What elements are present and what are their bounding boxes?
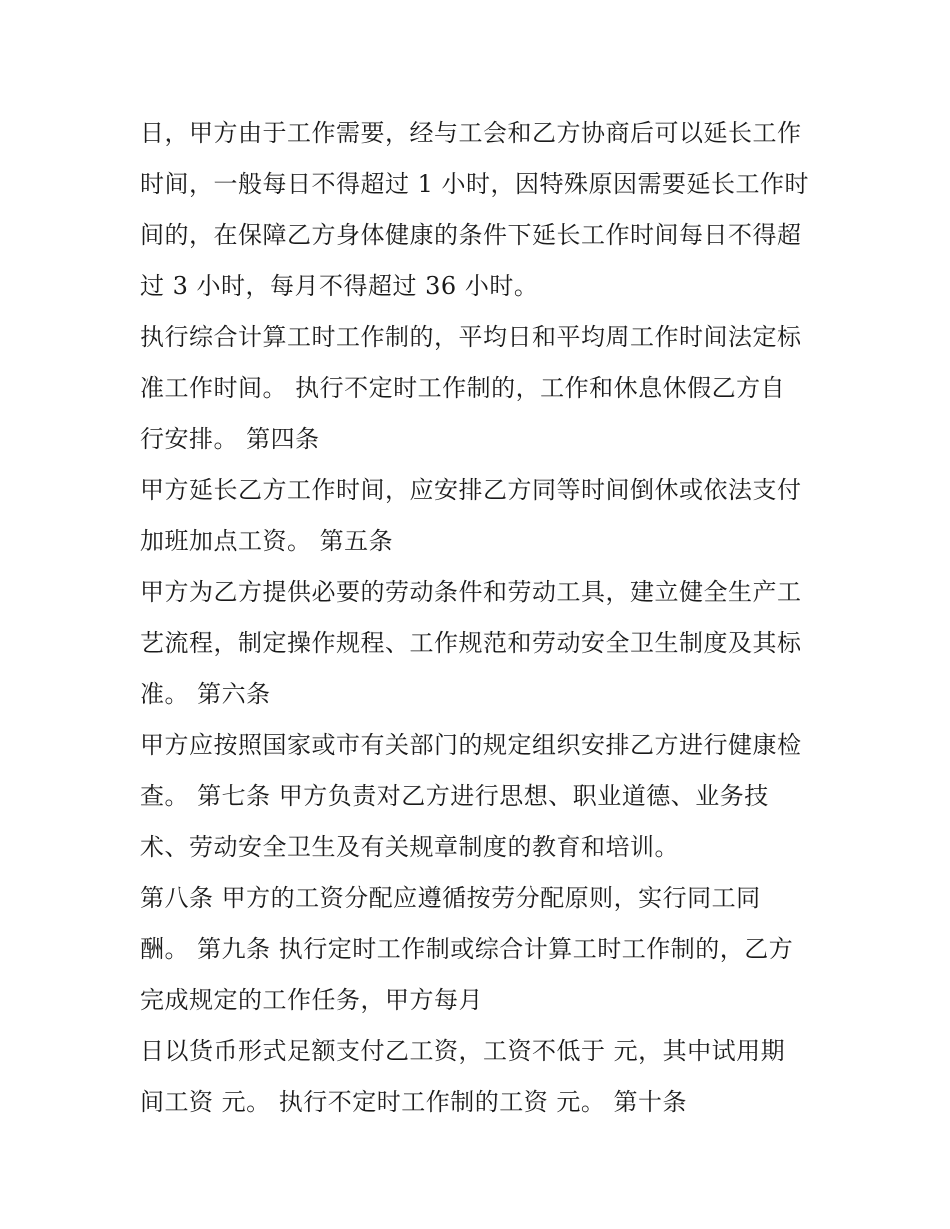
text-line: 日以货币形式足额支付乙工资，工资不低于 元，其中试用期 — [140, 1037, 786, 1065]
text-line: 第八条 甲方的工资分配应遵循按劳分配原则，实行同工同 — [140, 884, 761, 912]
text-line: 查。 第七条 甲方负责对乙方进行思想、职业道德、业务技 — [140, 782, 769, 810]
document-body — [140, 108, 840, 1128]
text-line: 行安排。 第四条 — [140, 425, 320, 453]
text-line: 过 3 小时，每月不得超过 36 小时。 — [140, 272, 539, 300]
text-line: 执行综合计算工时工作制的，平均日和平均周工作时间法定标 — [140, 323, 802, 351]
text-line: 酬。 第九条 执行定时工作制或综合计算工时工作制的，乙方 — [140, 935, 794, 963]
text-line: 准工作时间。 执行不定时工作制的，工作和休息休假乙方自 — [140, 374, 786, 402]
text-line: 加班加点工资。 第五条 — [140, 527, 394, 555]
text-line: 甲方应按照国家或市有关部门的规定组织安排乙方进行健康检 — [140, 731, 802, 759]
text-line: 术、劳动安全卫生及有关规章制度的教育和培训。 — [140, 833, 679, 861]
text-line: 间的，在保障乙方身体健康的条件下延长工作时间每日不得超 — [140, 221, 802, 249]
text-line: 艺流程，制定操作规程、工作规范和劳动安全卫生制度及其标 — [140, 629, 802, 657]
text-line: 甲方为乙方提供必要的劳动条件和劳动工具，建立健全生产工 — [140, 578, 802, 606]
text-line: 甲方延长乙方工作时间，应安排乙方同等时间倒休或依法支付 — [140, 476, 802, 504]
text-line: 间工资 元。 执行不定时工作制的工资 元。 第十条 — [140, 1088, 688, 1116]
text-line: 日，甲方由于工作需要，经与工会和乙方协商后可以延长工作 — [140, 119, 802, 147]
text-line: 完成规定的工作任务，甲方每月 — [140, 986, 483, 1014]
text-line: 时间，一般每日不得超过 1 小时，因特殊原因需要延长工作时 — [140, 170, 810, 198]
text-line: 准。 第六条 — [140, 680, 271, 708]
